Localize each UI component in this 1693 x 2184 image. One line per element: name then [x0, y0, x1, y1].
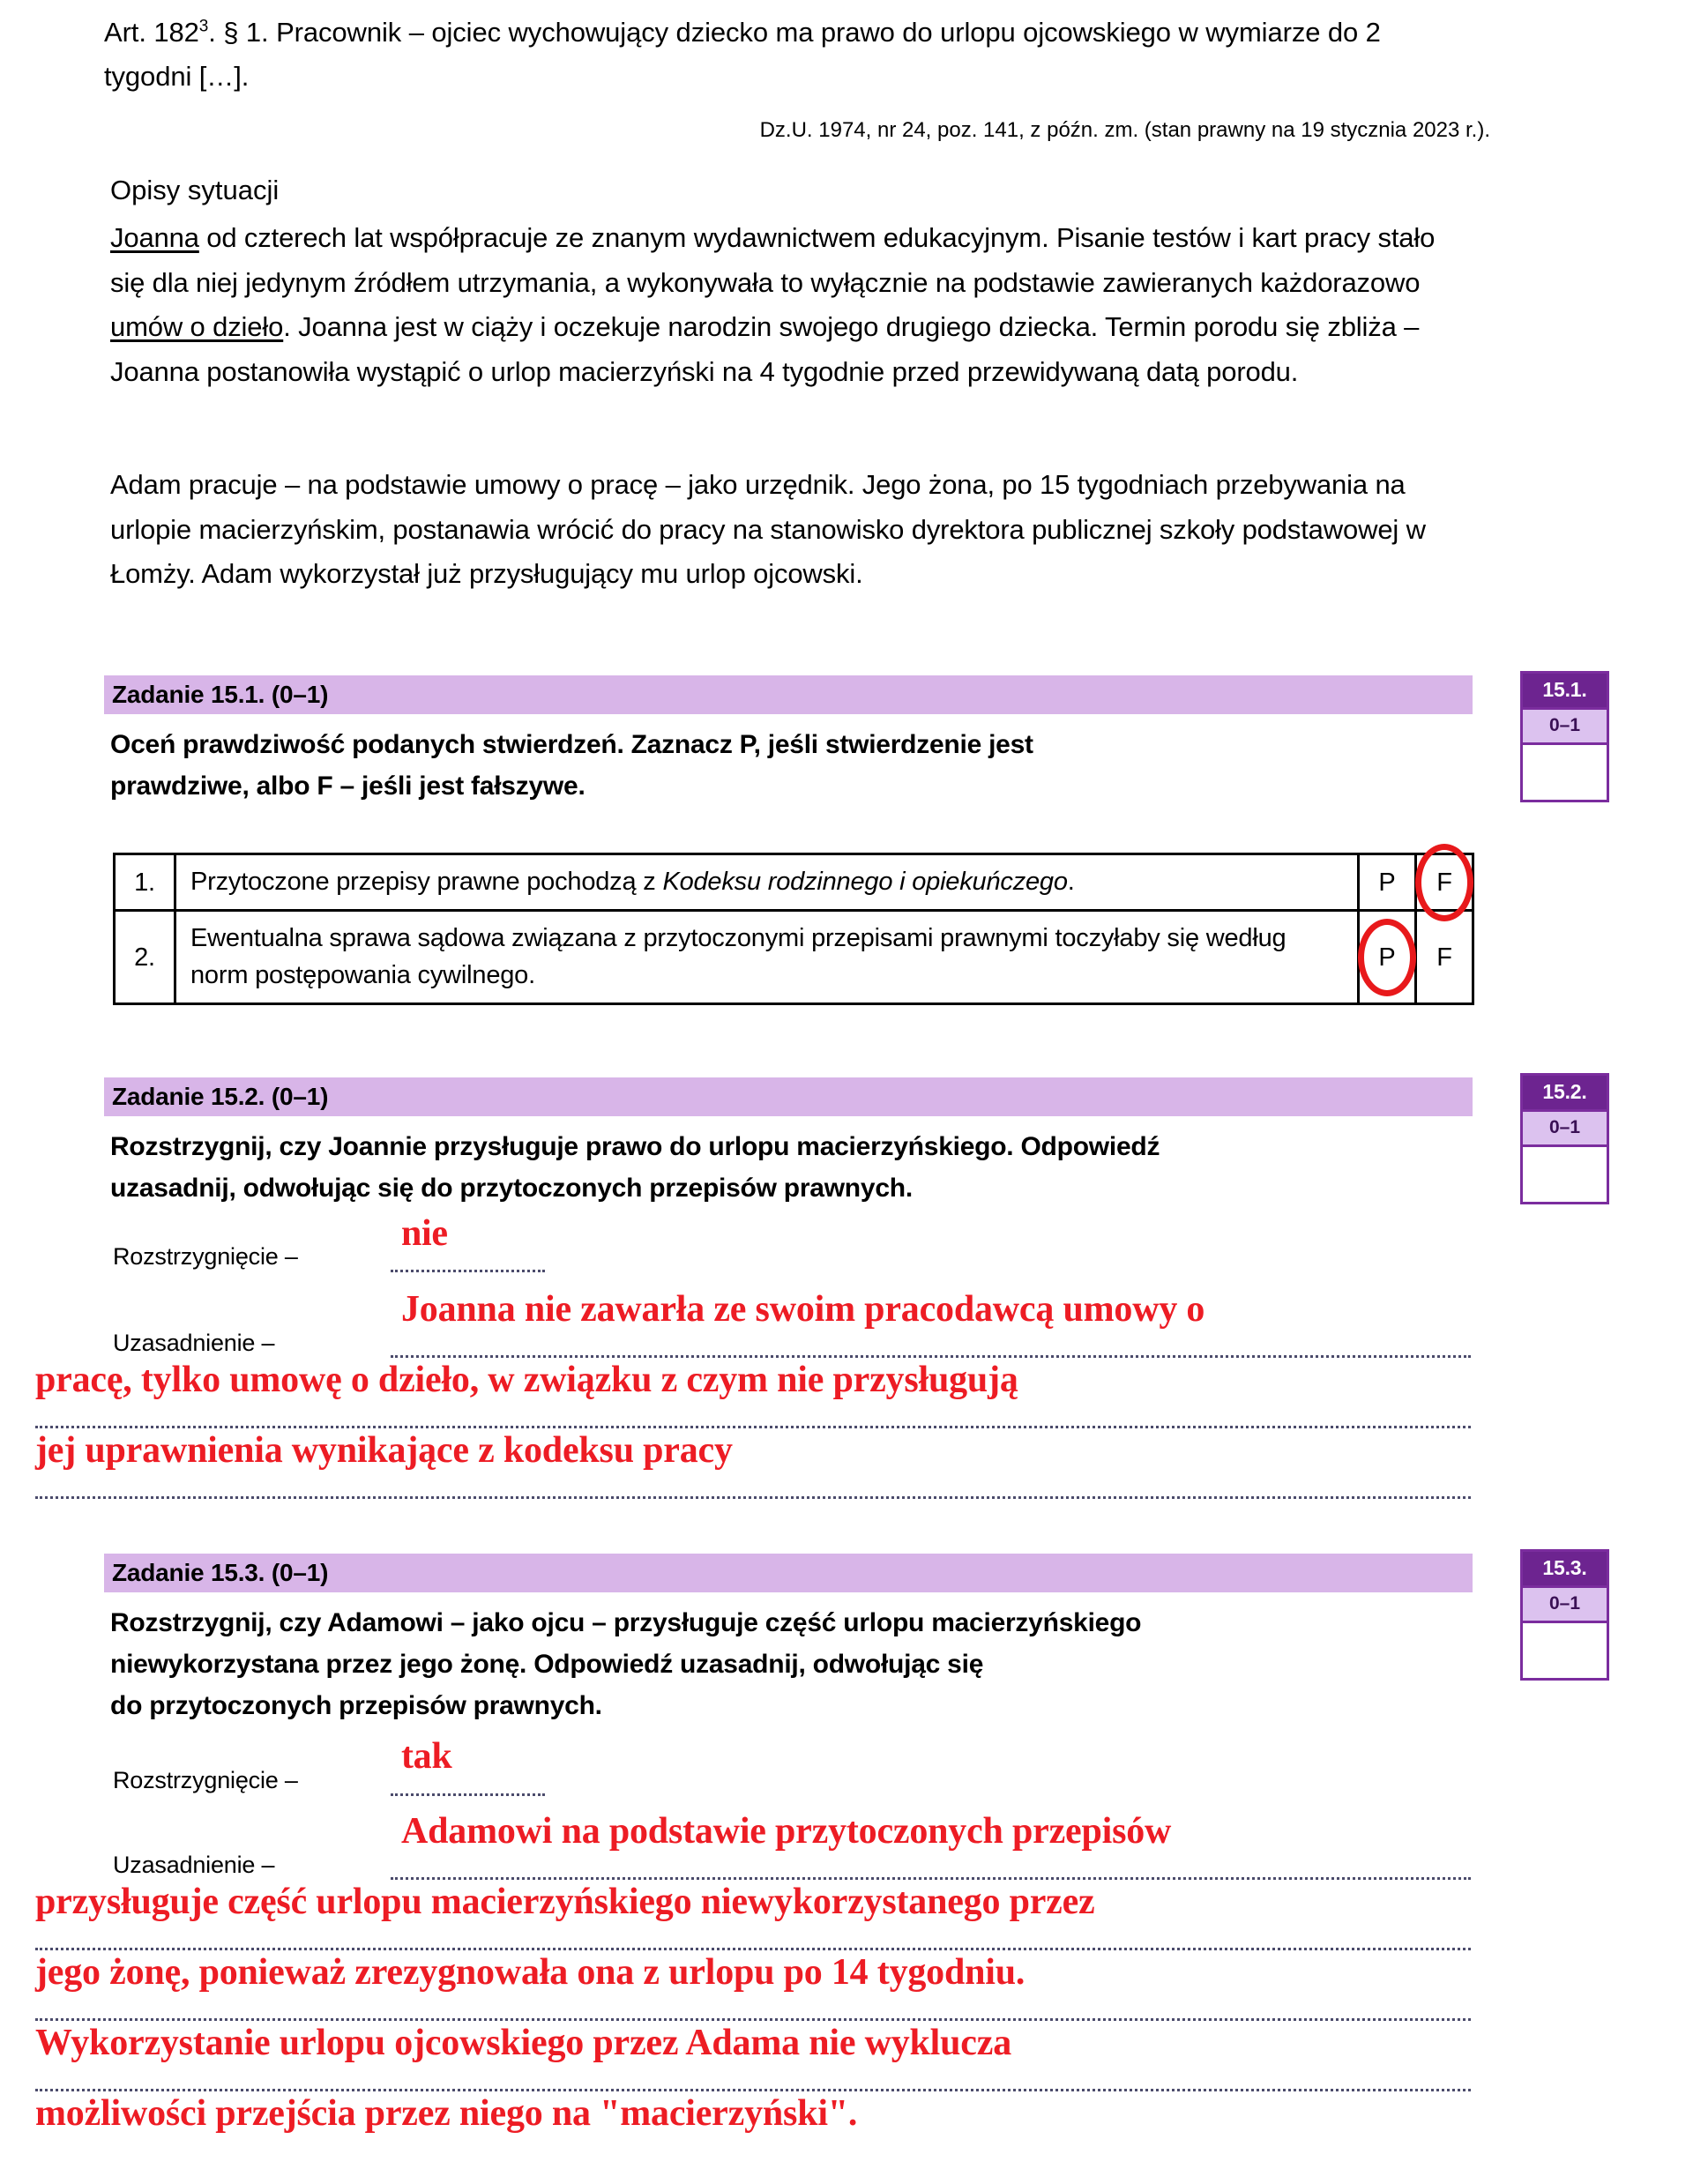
- task-instruction-15-1-line1: Oceń prawdziwość podanych stwierdzeń. Zaznacz P, jeśli stwierdzenie jest: [110, 730, 1033, 759]
- handwriting-line: pracę, tylko umowę o dzieło, w związku z czym nie przysługują: [35, 1360, 1018, 1400]
- task-instruction-15-2-line1: Rozstrzygnij, czy Joannie przysługuje prawo do urlopu macierzyńskiego. Odpowiedź: [110, 1132, 1160, 1161]
- task-band-15-2: [104, 1077, 1473, 1116]
- justification-answer-15-2-line2: [35, 1353, 1622, 1406]
- justification-answer-15-3-line2: [35, 1875, 1649, 1928]
- handwriting-line: Joanna nie zawarła ze swoim pracodawcą umowy o: [401, 1289, 1205, 1330]
- row-2-option-p-label: P: [1378, 943, 1396, 972]
- score-box-15-3-number: 15.3.: [1523, 1552, 1607, 1585]
- justification-answer-15-2-line1: [401, 1283, 1636, 1336]
- score-box-15-3: [1520, 1549, 1609, 1681]
- handwriting-line: Adamowi na podstawie przytoczonych przepisów: [401, 1811, 1172, 1852]
- task-instruction-15-2-line2: uzasadnij, odwołując się do przytoczonych przepisów prawnych.: [110, 1174, 913, 1203]
- descriptions-heading: Opisy sytuacji: [110, 175, 280, 205]
- handwriting-line: jego żonę, ponieważ zrezygnowała ona z urlopu po 14 tygodniu.: [35, 1952, 1025, 1993]
- table-row: [115, 854, 1473, 911]
- score-box-15-1-number: 15.1.: [1523, 674, 1607, 707]
- row-1-option-p-label: P: [1378, 868, 1396, 897]
- handwriting-line: możliwości przejścia przez niego na "macierzyński".: [35, 2093, 858, 2134]
- adam-text-part2: – jako urzędnik. Jego żona, po 15 tygodniach przebywania na urlopie macierzyńskim, postanawia wrócić do pracy na stanowisko dyrektora publicznej szkoły podstawowej w Łomży. Adam wykorzystał już przysługujący mu urlop ojcowski.: [110, 469, 1426, 589]
- decision-answer-15-3: tak: [401, 1736, 452, 1777]
- decision-dotted-line-15-2[interactable]: [391, 1270, 545, 1272]
- row-1-option-f-label: F: [1436, 868, 1452, 897]
- decision-label-15-2: Rozstrzygnięcie –: [113, 1243, 298, 1270]
- row-2-option-f[interactable]: [1416, 911, 1473, 1004]
- task-instruction-15-1-line2: prawdziwe, albo F – jeśli jest fałszywe.: [110, 771, 585, 801]
- decision-label-15-3: Rozstrzygnięcie –: [113, 1767, 298, 1793]
- handwriting-line: Wykorzystanie urlopu ojcowskiego przez Adama nie wyklucza: [35, 2023, 1011, 2063]
- row-number-2: 2.: [115, 911, 175, 1004]
- legal-article-prefix: Art. 182: [104, 17, 199, 48]
- story-joanna: [110, 216, 1468, 394]
- legal-article-quote: [104, 11, 1427, 99]
- task-band-title-15-2: Zadanie 15.2. (0–1): [112, 1083, 329, 1110]
- justification-answer-15-3-line3: [35, 1946, 1649, 1999]
- adam-name: Adam: [110, 469, 182, 500]
- handwriting-line: przysługuje część urlopu macierzyńskiego niewykorzystanego przez: [35, 1882, 1095, 1922]
- task-instruction-15-1: [110, 724, 1459, 807]
- row-statement-1-italic: Kodeksu rodzinnego i opiekuńczego: [662, 868, 1068, 896]
- score-box-15-1: [1520, 671, 1609, 802]
- justification-label-15-3: Uzasadnienie –: [113, 1852, 275, 1878]
- justification-dotted-line-15-2-c[interactable]: [35, 1496, 1471, 1499]
- joanna-name: Joanna: [110, 222, 199, 253]
- legal-article-text: . § 1. Pracownik – ojciec wychowujący dziecko ma prawo do urlopu ojcowskiego w wymiarze do 2 tygodni […].: [104, 17, 1381, 92]
- task-instruction-15-3: [110, 1602, 1459, 1726]
- row-statement-1: [175, 854, 1359, 911]
- justification-label-15-2: Uzasadnienie –: [113, 1330, 275, 1356]
- joanna-text-part2: . Joanna jest w ciąży i oczekuje narodzin swojego drugiego dziecka. Termin porodu się zbliża – Joanna postanowiła wystąpić o urlop macierzyński na 4 tygodnie przed przewidywaną datą porodu.: [110, 311, 1420, 387]
- legal-article-superscript: 3: [198, 17, 209, 36]
- justification-answer-15-3-line5: [35, 2087, 1649, 2140]
- row-1-option-f[interactable]: [1416, 854, 1473, 911]
- adam-underlined-term: na podstawie umowy o pracę: [307, 469, 659, 500]
- score-box-15-1-range: 0–1: [1523, 707, 1607, 745]
- task-band-15-1: [104, 675, 1473, 714]
- justification-answer-15-3-line1: [401, 1805, 1636, 1858]
- score-box-15-2-number: 15.2.: [1523, 1076, 1607, 1109]
- row-statement-1-plain: Przytoczone przepisy prawne pochodzą z: [190, 868, 663, 896]
- score-box-15-2-range: 0–1: [1523, 1109, 1607, 1147]
- decision-dotted-line-15-3[interactable]: [391, 1793, 545, 1796]
- row-2-option-f-label: F: [1436, 943, 1452, 972]
- story-adam: [110, 463, 1486, 597]
- row-2-option-p[interactable]: [1359, 911, 1416, 1004]
- score-box-15-3-range: 0–1: [1523, 1585, 1607, 1623]
- task-band-title-15-1: Zadanie 15.1. (0–1): [112, 681, 329, 708]
- task-instruction-15-3-line2: niewykorzystana przez jego żonę. Odpowiedź uzasadnij, odwołując się: [110, 1650, 984, 1679]
- joanna-underlined-term: umów o dzieło: [110, 311, 284, 342]
- task-instruction-15-2: [110, 1126, 1459, 1209]
- decision-answer-15-2: nie: [401, 1213, 448, 1254]
- score-box-15-1-mark-field[interactable]: [1523, 745, 1607, 800]
- score-box-15-2: [1520, 1073, 1609, 1204]
- task-instruction-15-3-line1: Rozstrzygnij, czy Adamowi – jako ojcu – przysługuje część urlopu macierzyńskiego: [110, 1608, 1142, 1637]
- row-statement-2: Ewentualna sprawa sądowa związana z przytoczonymi przepisami prawnymi toczyłaby się według norm postępowania cywilnego.: [175, 911, 1359, 1004]
- score-box-15-3-mark-field[interactable]: [1523, 1623, 1607, 1678]
- task-instruction-15-3-line3: do przytoczonych przepisów prawnych.: [110, 1691, 602, 1720]
- adam-text-part1: pracuje –: [181, 469, 308, 500]
- justification-answer-15-3-line4: [35, 2016, 1649, 2069]
- handwriting-line: jej uprawnienia wynikające z kodeksu pracy: [35, 1430, 733, 1471]
- table-row: [115, 911, 1473, 1004]
- justification-answer-15-2-line3: [35, 1424, 1622, 1477]
- true-false-table-15-1: [113, 853, 1474, 1005]
- task-band-title-15-3: Zadanie 15.3. (0–1): [112, 1559, 329, 1586]
- source-citation: Dz.U. 1974, nr 24, poz. 141, z późn. zm. (stan prawny na 19 stycznia 2023 r.).: [759, 118, 1490, 142]
- row-statement-1-tail: .: [1067, 868, 1075, 896]
- task-band-15-3: [104, 1554, 1473, 1592]
- row-number-1: 1.: [115, 854, 175, 911]
- score-box-15-2-mark-field[interactable]: [1523, 1147, 1607, 1202]
- joanna-text-part1: od czterech lat współpracuje ze znanym wydawnictwem edukacyjnym. Pisanie testów i kart pracy stało się dla niej jedynym źródłem utrzymania, a wykonywała to wyłącznie na podstawie zawieranych każdorazowo: [110, 222, 1436, 298]
- row-1-option-p[interactable]: [1359, 854, 1416, 911]
